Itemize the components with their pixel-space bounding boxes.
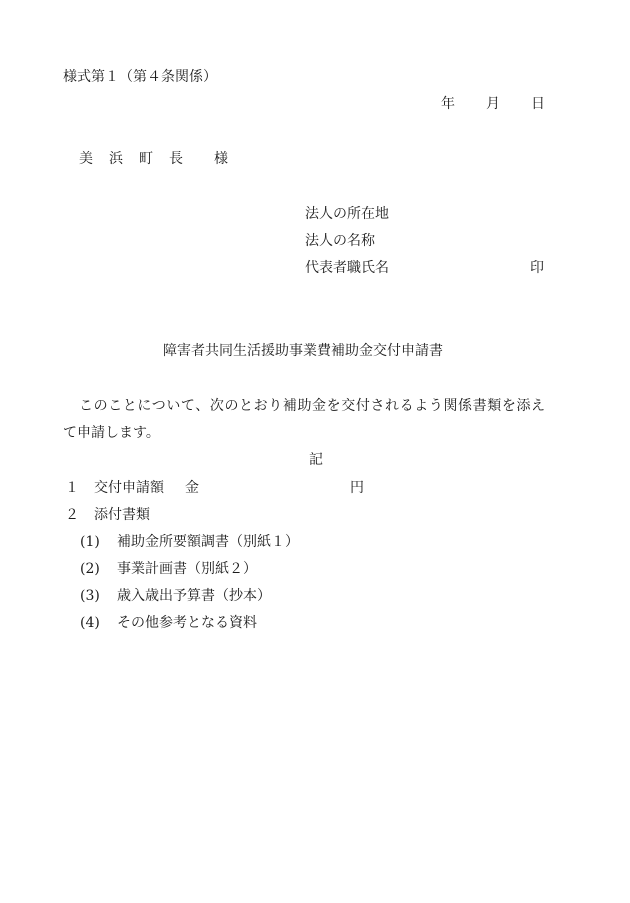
applicant-representative-label: 代表者職氏名 bbox=[305, 260, 389, 276]
item-2-number: ２ bbox=[65, 507, 79, 523]
attachment-number: (4) bbox=[80, 615, 100, 631]
item-1-currency-unit: 円 bbox=[350, 480, 364, 496]
attachment-text: 歳入歳出予算書（抄本） bbox=[117, 588, 271, 604]
date-month-label: 月 bbox=[486, 96, 500, 112]
date-year-label: 年 bbox=[441, 96, 455, 112]
body-line-2: て申請します。 bbox=[63, 425, 160, 441]
document-title: 障害者共同生活援助事業費補助金交付申請書 bbox=[163, 343, 443, 359]
attachment-number: (3) bbox=[80, 588, 100, 604]
addressee-honorific: 様 bbox=[214, 151, 228, 167]
attachment-text: その他参考となる資料 bbox=[117, 615, 257, 631]
attachment-number: (2) bbox=[80, 561, 100, 577]
date-day-label: 日 bbox=[531, 96, 545, 112]
applicant-name-label: 法人の名称 bbox=[305, 233, 375, 249]
item-1-number: １ bbox=[65, 480, 79, 496]
applicant-address-label: 法人の所在地 bbox=[305, 206, 389, 222]
item-1-currency-prefix: 金 bbox=[185, 480, 199, 496]
attachment-text: 事業計画書（別紙２） bbox=[117, 561, 257, 577]
addressee-name: 美 浜 町 長 bbox=[79, 151, 184, 167]
seal-label: 印 bbox=[530, 260, 544, 276]
item-1-label: 交付申請額 bbox=[94, 480, 164, 496]
attachment-number: (1) bbox=[80, 534, 100, 550]
item-2-label: 添付書類 bbox=[94, 507, 150, 523]
body-line-1: このことについて、次のとおり補助金を交付されるよう関係書類を添え bbox=[79, 398, 546, 414]
note-mark: 記 bbox=[309, 452, 323, 468]
attachment-text: 補助金所要額調書（別紙１） bbox=[117, 534, 299, 550]
form-number: 様式第１（第４条関係） bbox=[63, 69, 217, 85]
